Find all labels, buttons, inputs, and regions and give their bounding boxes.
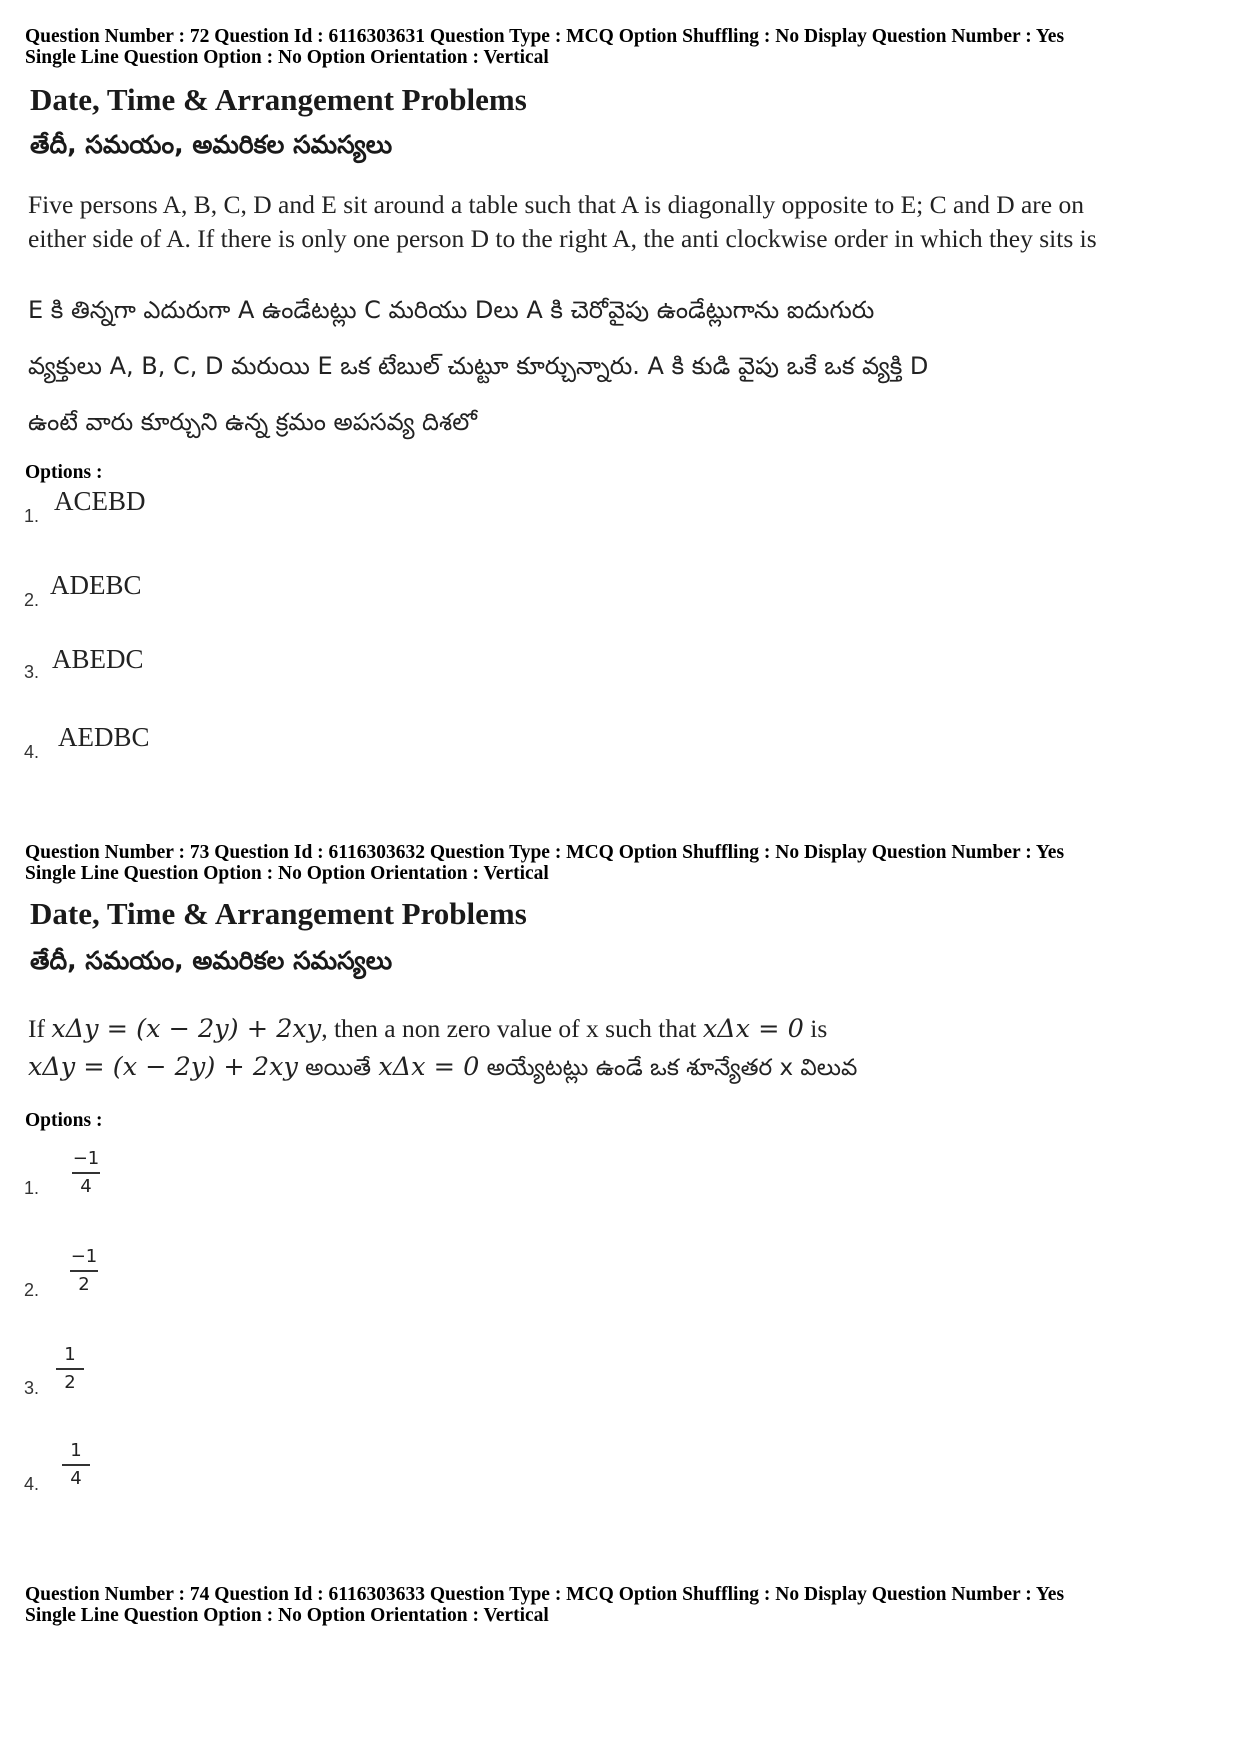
fraction-denominator: 2	[78, 1274, 90, 1295]
option-4-fraction[interactable]	[62, 1440, 90, 1490]
section-heading-english: Date, Time & Arrangement Problems	[30, 82, 527, 117]
option-3-fraction[interactable]	[56, 1344, 84, 1394]
question-text-english: Five persons A, B, C, D and E sit around a table such that A is diagonally opposite to E; C and D are on either side of A. If there is only one person D to the right A, the anti clockwise order in which they sits is	[28, 190, 1097, 253]
fraction-denominator: 2	[64, 1372, 76, 1393]
fraction-denominator: 4	[70, 1468, 82, 1489]
option-3-text[interactable]: ABEDC	[52, 644, 144, 674]
question-meta-line-1: Question Number : 74 Question Id : 6116303633 Question Type : MCQ Option Shuffling : No Display Question Number : Yes	[25, 1584, 1065, 1605]
option-3-number: 3.	[24, 1378, 40, 1398]
option-1-number: 1.	[24, 1178, 40, 1198]
option-4-number: 4.	[24, 1474, 40, 1494]
fraction-numerator: −1	[70, 1246, 98, 1267]
question-text-english	[28, 1012, 1118, 1046]
question-text-telugu-line-2: వ్యక్తులు A, B, C, D మరుయి E ఒక టేబుల్ చుట్టూ కూర్చున్నారు. A కి కుడి వైపు ఒకే ఒక వ్యక్తి D	[28, 352, 929, 380]
question-meta-line-1: Question Number : 73 Question Id : 6116303632 Question Type : MCQ Option Shuffling : No Display Question Number : Yes	[25, 842, 1065, 863]
option-1-number: 1.	[24, 506, 40, 526]
equation-definition: xΔy = (x − 2y) + 2xy	[51, 1014, 322, 1044]
section-heading-telugu: తేదీ, సమయం, అమరికల సమస్యలు	[30, 130, 393, 159]
option-2-number: 2.	[24, 1280, 40, 1300]
section-heading-english: Date, Time & Arrangement Problems	[30, 896, 527, 931]
option-2-fraction[interactable]	[70, 1246, 98, 1296]
question-74-meta	[25, 1584, 1225, 1626]
question-72-meta	[25, 26, 1225, 68]
question-text-telugu-line-1: E కి తిన్నగా ఎదురుగా A ఉండేటట్లు C మరియు Dలు A కి చెరోవైపు ఉండేట్లుగాను ఐదుగురు	[28, 296, 875, 324]
option-1-fraction[interactable]	[72, 1148, 100, 1198]
fraction-bar	[62, 1464, 90, 1466]
fraction-bar	[56, 1368, 84, 1370]
option-4-text[interactable]: AEDBC	[58, 722, 150, 752]
question-text-telugu	[28, 1050, 1118, 1085]
question-meta-line-2: Single Line Question Option : No Option Orientation : Vertical	[25, 863, 549, 884]
fraction-bar	[70, 1270, 98, 1272]
fraction-numerator: 1	[70, 1440, 82, 1461]
question-meta-line-1: Question Number : 72 Question Id : 6116303631 Question Type : MCQ Option Shuffling : No Display Question Number : Yes	[25, 26, 1065, 47]
options-label: Options :	[25, 462, 103, 483]
option-3-number: 3.	[24, 662, 40, 682]
question-text-telugu-line-3: ఉంటే వారు కూర్చుని ఉన్న క్రమం అపసవ్య దిశలో	[28, 408, 477, 436]
question-text-telugu-suffix: అయ్యేటట్లు ఉండే ఒక శూన్యేతర x విలువ	[479, 1055, 858, 1081]
question-meta-line-2: Single Line Question Option : No Option Orientation : Vertical	[25, 47, 549, 68]
question-text-middle: , then a non zero value of x such that	[321, 1014, 703, 1043]
options-label: Options :	[25, 1110, 103, 1131]
option-1-text[interactable]: ACEBD	[54, 486, 146, 516]
question-text-prefix: If	[28, 1014, 52, 1043]
fraction-bar	[72, 1172, 100, 1174]
fraction-numerator: 1	[64, 1344, 76, 1365]
option-2-text[interactable]: ADEBC	[50, 570, 142, 600]
equation-definition: xΔy = (x − 2y) + 2xy	[28, 1052, 298, 1082]
option-2-number: 2.	[24, 590, 40, 610]
question-meta-line-2: Single Line Question Option : No Option Orientation : Vertical	[25, 1605, 549, 1626]
fraction-numerator: −1	[72, 1148, 100, 1169]
fraction-denominator: 4	[80, 1176, 92, 1197]
equation-condition: xΔx = 0	[702, 1014, 804, 1044]
question-73-meta	[25, 842, 1225, 884]
question-text-suffix: is	[803, 1014, 828, 1043]
equation-condition: xΔx = 0	[378, 1052, 480, 1082]
question-text-telugu-middle: అయితే	[297, 1055, 379, 1081]
option-4-number: 4.	[24, 742, 40, 762]
section-heading-telugu: తేదీ, సమయం, అమరికల సమస్యలు	[30, 946, 393, 975]
